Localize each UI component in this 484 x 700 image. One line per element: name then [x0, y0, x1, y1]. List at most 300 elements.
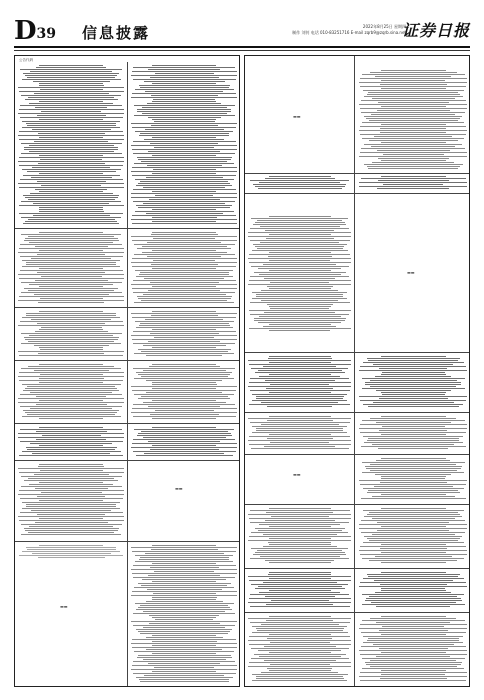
page-code [14, 18, 56, 44]
text-block [18, 311, 124, 357]
text-line [370, 464, 456, 465]
text-line [359, 550, 467, 551]
text-line [18, 113, 124, 114]
text-line [382, 372, 445, 373]
text-line [39, 250, 103, 251]
text-block [18, 65, 124, 225]
text-line [376, 422, 451, 423]
text-line [151, 95, 218, 96]
text-line [21, 534, 121, 535]
text-line [40, 470, 103, 471]
text-line [135, 561, 233, 562]
text-line [155, 410, 214, 411]
text-line [269, 572, 331, 573]
text-line [131, 145, 237, 146]
text-line [143, 402, 226, 403]
text-line [26, 262, 116, 263]
text-line [252, 674, 348, 675]
text-line [152, 427, 216, 428]
text-line [151, 264, 218, 265]
text-line [31, 319, 111, 320]
text-line [379, 368, 447, 369]
text-line [39, 545, 103, 546]
text-line [374, 486, 453, 487]
text-line [134, 651, 234, 652]
text-line [251, 648, 349, 649]
text-line [146, 380, 222, 381]
text-line [39, 101, 103, 102]
text-line [152, 400, 216, 401]
text-line [138, 607, 230, 608]
text-line [267, 638, 332, 639]
text-line [139, 325, 230, 326]
text-line [252, 292, 347, 293]
text-line [148, 341, 220, 342]
text-line [131, 621, 237, 622]
text-line [18, 516, 124, 517]
text-line [152, 137, 216, 138]
text-line [250, 606, 350, 607]
text-line [258, 188, 342, 189]
text-line [270, 642, 330, 643]
text-line [38, 133, 105, 134]
text-line [369, 512, 458, 513]
text-line [362, 620, 465, 621]
text-line [255, 222, 345, 223]
text-line [248, 418, 351, 419]
text-line [248, 360, 351, 361]
text-line [131, 643, 237, 644]
text-line [135, 179, 234, 180]
text-line [370, 386, 456, 387]
text-line [249, 364, 351, 365]
text-line [132, 647, 237, 648]
text-block [248, 416, 351, 450]
text-line [28, 97, 114, 98]
text-line [152, 418, 216, 419]
text-line [371, 146, 455, 147]
text-line [362, 122, 464, 123]
text-line [249, 662, 351, 663]
text-line [381, 652, 446, 653]
text-line [363, 636, 463, 637]
text-block [359, 458, 467, 500]
text-line [139, 679, 229, 680]
text-line [366, 598, 461, 599]
text-line [19, 380, 123, 381]
text-line [265, 380, 335, 381]
text-line [268, 542, 331, 543]
text-line [39, 329, 103, 330]
text-line [370, 380, 457, 381]
text-line [152, 597, 217, 598]
text-line [267, 420, 333, 421]
text-line [33, 203, 109, 204]
text-line [265, 560, 334, 561]
masthead [14, 18, 470, 46]
text-line [256, 676, 343, 677]
text-line [27, 171, 116, 172]
text-block [18, 464, 124, 536]
text-line [139, 85, 230, 86]
text-line [19, 490, 124, 491]
text-line [136, 372, 232, 373]
text-line [137, 657, 232, 658]
text-line [36, 67, 106, 68]
text-line [248, 602, 351, 603]
text-line [152, 191, 216, 192]
text-line [259, 274, 341, 275]
text-line [137, 435, 232, 436]
text-line [269, 270, 331, 271]
text-line [26, 506, 116, 507]
text-line [259, 592, 340, 593]
text-line [22, 551, 120, 552]
text-line [261, 290, 338, 291]
text-line [361, 100, 466, 101]
text-line [133, 189, 236, 190]
text-line [152, 653, 216, 654]
text-line [35, 280, 108, 281]
text-line [254, 320, 345, 321]
text-line [249, 280, 351, 281]
text-line [141, 300, 227, 301]
text-line [19, 296, 124, 297]
text-line [152, 83, 216, 84]
text-line [39, 418, 103, 419]
text-line [252, 432, 347, 433]
text-line [31, 510, 111, 511]
text-line [380, 84, 447, 85]
text-block [131, 232, 237, 304]
text-block [18, 232, 124, 304]
text-line [27, 386, 115, 387]
text-line [142, 252, 227, 253]
text-line [29, 242, 113, 243]
text-line [381, 356, 446, 357]
text-line [251, 658, 349, 659]
text-line [18, 274, 124, 275]
text-line [375, 556, 452, 557]
text-line [258, 650, 341, 651]
text-block [131, 311, 237, 357]
text-block [131, 364, 237, 420]
text-line [255, 246, 344, 247]
text-line [368, 168, 458, 169]
text-line [362, 594, 464, 595]
text-line [146, 649, 222, 650]
text-line [373, 402, 454, 403]
text-line [18, 402, 124, 403]
text-line [269, 578, 331, 579]
text-line [131, 547, 237, 548]
text-line [135, 321, 234, 322]
text-line [138, 398, 230, 399]
text-line [152, 311, 216, 312]
text-line [39, 65, 103, 66]
text-line [381, 588, 445, 589]
text-line [148, 117, 221, 118]
text-line [133, 613, 235, 614]
text-line [254, 272, 346, 273]
text-line [153, 169, 216, 170]
text-line [133, 565, 236, 566]
text-line [259, 316, 341, 317]
text-line [25, 99, 118, 100]
text-line [18, 87, 124, 88]
text-line [267, 406, 332, 407]
text-line [139, 559, 229, 560]
text-line [20, 117, 123, 118]
text-line [250, 390, 350, 391]
text-line [34, 345, 109, 346]
text-line [248, 258, 351, 259]
text-line [248, 386, 351, 387]
text-line [365, 466, 462, 467]
text-line [149, 623, 220, 624]
text-line [19, 355, 123, 356]
text-line [36, 396, 106, 397]
text-line [131, 193, 237, 194]
text-line [362, 74, 465, 75]
text-line [24, 240, 119, 241]
text-line [372, 162, 454, 163]
text-line [131, 595, 237, 596]
text-line [25, 197, 118, 198]
text-line [359, 186, 467, 187]
text-line [133, 404, 235, 405]
text-line [252, 394, 347, 395]
text-line [267, 286, 333, 287]
text-line [377, 110, 450, 111]
text-line [362, 378, 465, 379]
text-line [136, 629, 232, 630]
text-line [359, 104, 467, 105]
text-line [258, 322, 341, 323]
text-line [21, 343, 121, 344]
text-line [249, 580, 351, 581]
text-line [39, 119, 103, 120]
text-line [269, 260, 330, 261]
text-line [19, 139, 124, 140]
text-line [131, 123, 237, 124]
text-line [136, 185, 232, 186]
text-line [148, 406, 220, 407]
text-line [359, 82, 467, 83]
text-line [363, 488, 464, 489]
text-line [39, 518, 103, 519]
text-line [375, 592, 451, 593]
text-line [22, 266, 120, 267]
text-line [144, 81, 225, 82]
text-line [25, 75, 117, 76]
text-line [28, 341, 114, 342]
text-line [23, 175, 120, 176]
text-line [144, 675, 224, 676]
text-line [132, 215, 236, 216]
block-separator [15, 307, 240, 308]
text-line [381, 416, 446, 417]
text-line [381, 374, 446, 375]
text-line [152, 250, 216, 251]
text-line [134, 163, 234, 164]
text-line [252, 250, 348, 251]
text-line [131, 75, 237, 76]
text-line [142, 579, 226, 580]
text-line [151, 315, 218, 316]
text-line [377, 150, 450, 151]
text-line [381, 552, 446, 553]
text-line [152, 119, 216, 120]
text-line [266, 238, 334, 239]
text-line [133, 67, 235, 68]
text-line [18, 376, 124, 377]
text-line [359, 182, 467, 183]
text-line [248, 514, 351, 515]
text-line [19, 131, 123, 132]
text-line [132, 408, 237, 409]
text-line [269, 434, 331, 435]
text-line [138, 349, 231, 350]
text-line [36, 404, 107, 405]
text-line [374, 580, 453, 581]
text-line [268, 358, 332, 359]
text-line [367, 440, 459, 441]
text-line [132, 127, 236, 128]
text-line [28, 236, 114, 237]
text-line [131, 97, 237, 98]
text-line [19, 472, 124, 473]
text-line [35, 522, 108, 523]
text-line [133, 451, 236, 452]
text-line [26, 547, 116, 548]
text-line [20, 394, 122, 395]
text-line [132, 573, 237, 574]
text-line [131, 447, 237, 448]
text-line [155, 195, 213, 196]
text-line [150, 333, 219, 334]
text-line [367, 358, 460, 359]
text-line [254, 654, 346, 655]
text-line [148, 575, 220, 576]
text-line [370, 470, 457, 471]
text-line [360, 672, 467, 673]
text-line [21, 486, 122, 487]
text-line [380, 548, 447, 549]
left-panel [14, 55, 240, 687]
text-line [19, 213, 123, 214]
text-line [372, 98, 455, 99]
text-line [267, 668, 332, 669]
text-line [28, 199, 115, 200]
text-line [362, 658, 465, 659]
text-line [18, 494, 124, 495]
text-line [143, 203, 225, 204]
text-line [269, 392, 331, 393]
text-line [381, 124, 446, 125]
text-line [36, 431, 107, 432]
text-line [20, 105, 122, 106]
text-line [143, 187, 225, 188]
text-line [132, 223, 237, 224]
text-line [19, 520, 124, 521]
text-line [39, 286, 103, 287]
block-separator [245, 568, 470, 569]
text-line [40, 298, 103, 299]
text-line [39, 207, 103, 208]
text-line [30, 443, 112, 444]
text-line [253, 244, 347, 245]
text-line [19, 248, 124, 249]
text-line [265, 178, 335, 179]
text-line [34, 370, 109, 371]
text-line [367, 94, 460, 95]
text-line [36, 439, 106, 440]
text-line [39, 378, 104, 379]
text-line [150, 449, 219, 450]
text-line [364, 442, 463, 443]
text-line [269, 526, 331, 527]
text-line [360, 546, 466, 547]
text-line [133, 577, 235, 578]
text-line [359, 396, 467, 397]
text-line [377, 530, 449, 531]
text-line [39, 500, 103, 501]
text-line [260, 556, 340, 557]
text-line [269, 288, 331, 289]
text-block [131, 427, 237, 457]
text-line [360, 654, 467, 655]
text-line [131, 236, 237, 237]
text-line [21, 524, 122, 525]
text-line [135, 131, 233, 132]
text-line [152, 221, 216, 222]
block-separator [15, 360, 240, 361]
text-line [143, 437, 226, 438]
text-line [29, 145, 114, 146]
text-line [258, 530, 342, 531]
text-line [361, 646, 466, 647]
text-line [132, 665, 237, 666]
text-line [152, 329, 216, 330]
text-line [367, 538, 460, 539]
text-line [365, 662, 462, 663]
text-line [41, 327, 102, 328]
text-line [134, 244, 235, 245]
text-line [134, 254, 235, 255]
text-line [29, 484, 113, 485]
text-line [35, 488, 108, 489]
text-line [248, 618, 351, 619]
text-line [363, 90, 464, 91]
text-line [251, 548, 348, 549]
text-line [377, 188, 449, 189]
text-line [264, 312, 335, 313]
text-line [134, 353, 234, 354]
text-line [132, 149, 237, 150]
text-line [39, 155, 103, 156]
text-line [250, 302, 350, 303]
text-line [375, 474, 451, 475]
text-line [28, 290, 114, 291]
text-line [140, 323, 229, 324]
text-line [154, 667, 214, 668]
text-line [19, 187, 124, 188]
text-line [37, 254, 105, 255]
text-line [267, 438, 333, 439]
text-line [134, 429, 234, 430]
text-line [135, 89, 234, 90]
